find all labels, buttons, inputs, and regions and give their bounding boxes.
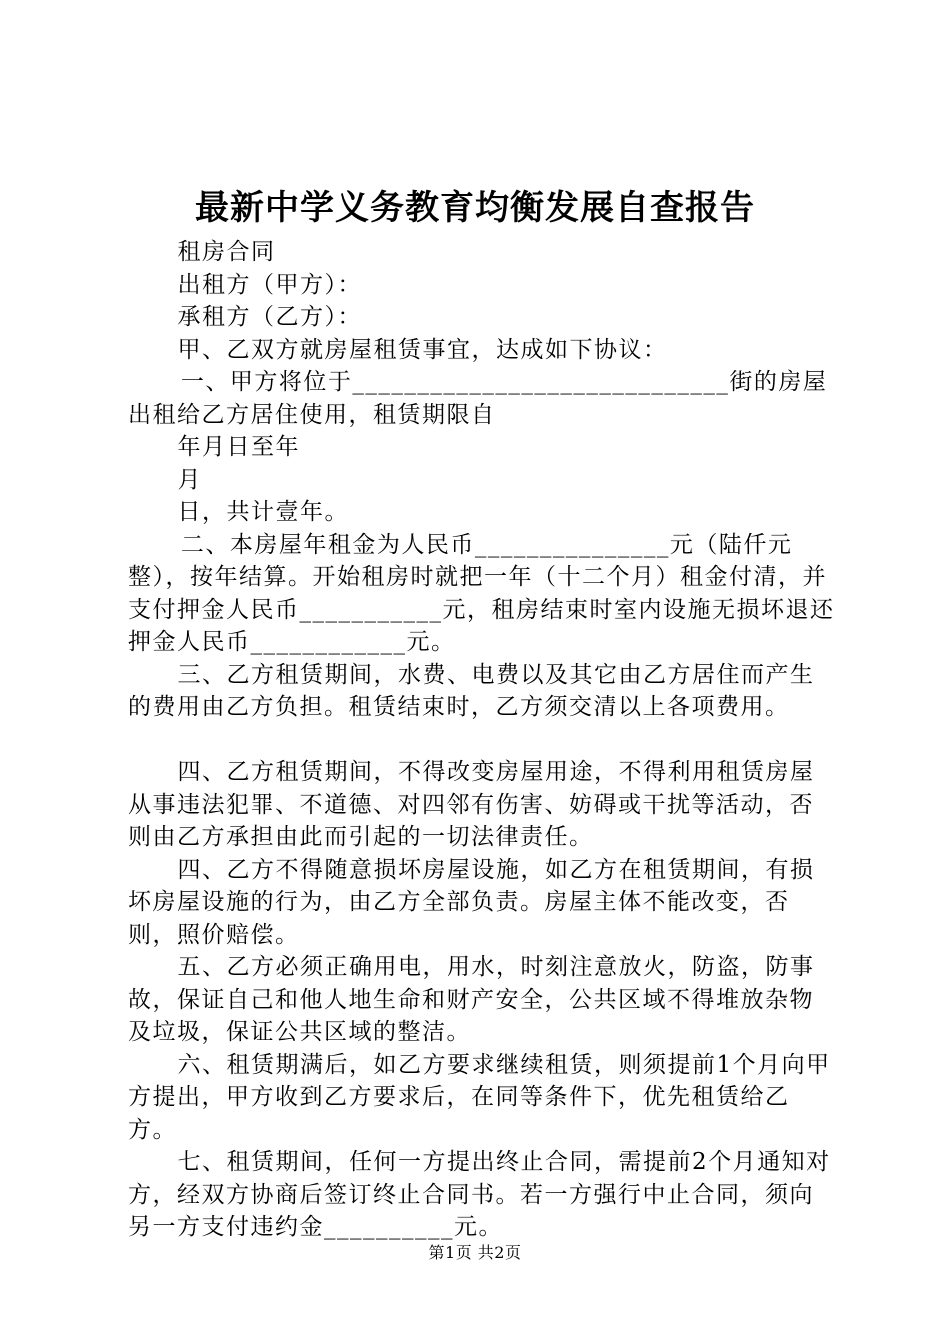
paragraph-date-line-3: 日，共计壹年。 — [177, 499, 349, 525]
paragraph-date-line-1: 年月日至年 — [177, 434, 300, 460]
paragraph-clause-2: 二、本房屋年租金为人民币_______________元（陆仟元整），按年结算。开始租房时就把一年（十二个月）租金付清，并支付押金人民币___________元，租房结束时室内设施无损坏退还押金人民币____________元。 — [128, 531, 835, 655]
page-footer: 第1页 共2页 — [428, 1243, 522, 1262]
paragraph-lessee: 承租方（乙方）： — [177, 304, 362, 330]
paragraph-date-line-2: 月 — [177, 466, 202, 493]
document-body — [128, 236, 838, 1244]
blank-line — [128, 724, 838, 757]
paragraph-clause-7: 七、租赁期间，任何一方提出终止合同，需提前2个月通知对方，经双方协商后签订终止合同书。若一方强行中止合同，须向另一方支付违约金__________元。 — [128, 1149, 831, 1240]
paragraph-agreement-intro: 甲、乙双方就房屋租赁事宜，达成如下协议： — [177, 336, 668, 363]
paragraph-clause-1: 一、甲方将位于_____________________________街的房屋出租给乙方居住使用，租赁期限自 — [128, 369, 828, 428]
document-title: 最新中学义务教育均衡发展自查报告 — [195, 188, 755, 228]
paragraph-heading: 租房合同 — [177, 239, 276, 265]
paragraph-lessor: 出租方（甲方）： — [177, 271, 362, 298]
paragraph-clause-6: 六、租赁期满后，如乙方要求继续租赁，则须提前1个月向甲方提出，甲方收到乙方要求后，在同等条件下，优先租赁给乙方。 — [128, 1051, 831, 1143]
paragraph-clause-5: 五、乙方必须正确用电，用水，时刻注意放火，防盗，防事故，保证自己和他人地生命和财产安全，公共区域不得堆放杂物及垃圾，保证公共区域的整洁。 — [128, 954, 815, 1045]
paragraph-clause-3: 三、乙方租赁期间，水费、电费以及其它由乙方居住而产生的费用由乙方负担。租赁结束时，乙方须交清以上各项费用。 — [128, 661, 815, 720]
paragraph-clause-4b: 四、乙方不得随意损坏房屋设施，如乙方在租赁期间，有损坏房屋设施的行为，由乙方全部负责。房屋主体不能改变，否则，照价赔偿。 — [128, 856, 815, 948]
paragraph-clause-4a: 四、乙方租赁期间，不得改变房屋用途，不得利用租赁房屋从事违法犯罪、不道德、对四邻有伤害、妨碍或干扰等活动，否则由乙方承担由此而引起的一切法律责任。 — [128, 759, 815, 850]
